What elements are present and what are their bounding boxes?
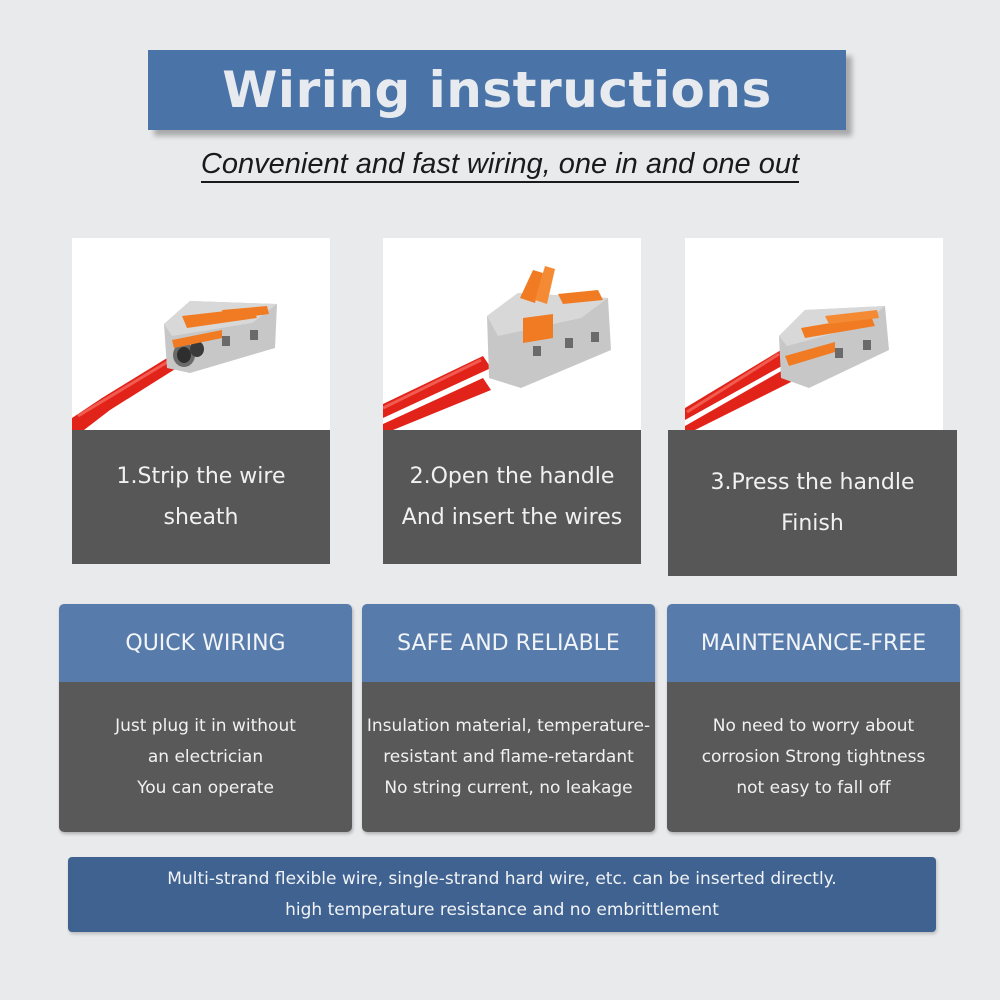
title-banner bbox=[148, 50, 846, 130]
step-1-line-1: 1.Strip the wire bbox=[116, 464, 286, 489]
feature-line: No string current, no leakage bbox=[384, 777, 633, 798]
footer-banner bbox=[68, 857, 936, 932]
step-2-line-1: 2.Open the handle bbox=[409, 464, 615, 489]
page-title: Wiring instructions bbox=[222, 61, 772, 119]
feature-description bbox=[362, 682, 655, 832]
page-subtitle: Convenient and fast wiring, one in and one out bbox=[201, 148, 799, 183]
step-1-line-2: sheath bbox=[163, 505, 239, 530]
step-3-line-2: Finish bbox=[781, 511, 844, 536]
feature-description bbox=[59, 682, 352, 832]
closed-lever-connector-image bbox=[685, 238, 943, 430]
step-1-photo bbox=[72, 238, 330, 430]
step-2-box bbox=[383, 430, 641, 564]
step-1-box bbox=[72, 430, 330, 564]
open-lever-connector-image bbox=[383, 238, 641, 430]
feature-line: Insulation material, temperature- bbox=[366, 715, 651, 736]
feature-description bbox=[667, 682, 960, 832]
feature-title: SAFE AND RELIABLE bbox=[362, 604, 655, 682]
feature-title: MAINTENANCE-FREE bbox=[667, 604, 960, 682]
feature-line: an electrician bbox=[147, 746, 264, 767]
step-3-box bbox=[668, 430, 957, 576]
step-2-line-2: And insert the wires bbox=[401, 505, 623, 530]
feature-card-quick-wiring bbox=[59, 604, 352, 832]
feature-line: not easy to fall off bbox=[736, 777, 891, 798]
step-2-photo bbox=[383, 238, 641, 430]
feature-card-safe-and-reliable bbox=[362, 604, 655, 832]
step-3-line-1: 3.Press the handle bbox=[710, 470, 915, 495]
feature-line: Just plug it in without bbox=[115, 715, 296, 736]
step-3-photo bbox=[685, 238, 943, 430]
feature-line: resistant and flame-retardant bbox=[383, 746, 634, 767]
feature-title: QUICK WIRING bbox=[59, 604, 352, 682]
feature-card-maintenance-free bbox=[667, 604, 960, 832]
footer-line-1: Multi-strand flexible wire, single-strand hard wire, etc. can be inserted directly. bbox=[167, 868, 837, 889]
feature-line: You can operate bbox=[137, 777, 274, 798]
feature-line: corrosion Strong tightness bbox=[701, 746, 926, 767]
stripped-wire-connector-image bbox=[72, 238, 330, 430]
subtitle-row bbox=[0, 148, 1000, 181]
feature-line: No need to worry about bbox=[712, 715, 915, 736]
footer-line-2: high temperature resistance and no embrittlement bbox=[285, 899, 719, 920]
